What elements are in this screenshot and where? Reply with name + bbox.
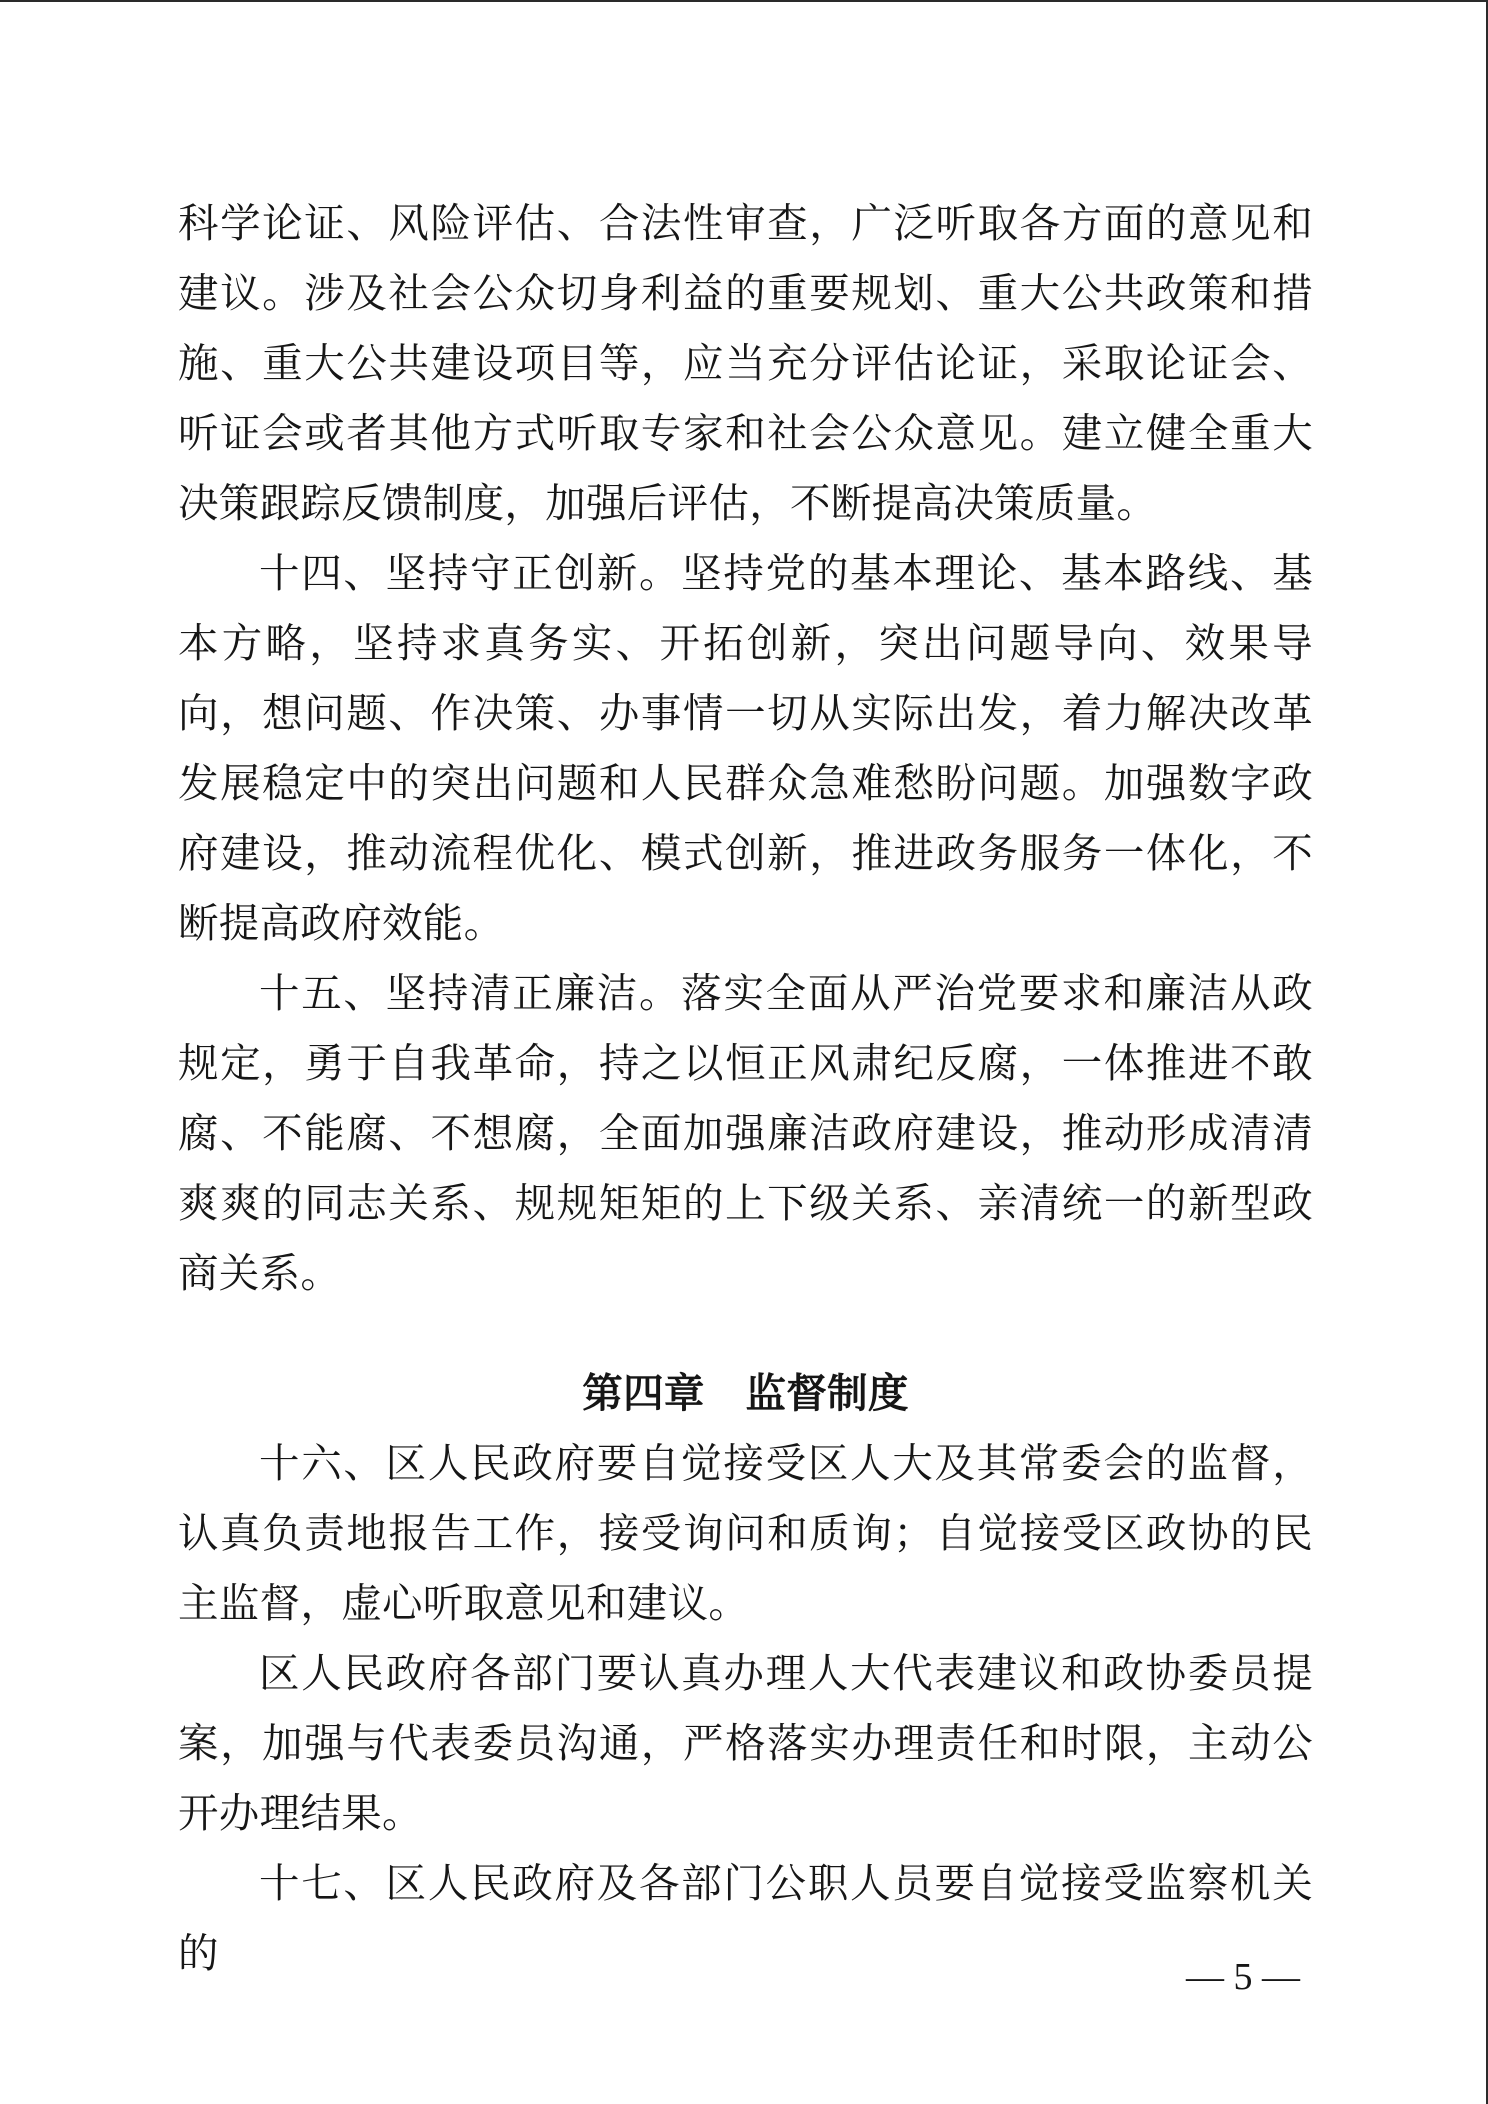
paragraph-decision-quality: 科学论证、风险评估、合法性审查，广泛听取各方面的意见和建议。涉及社会公众切身利益的重要规划、重大公共政策和措施、重大公共建设项目等，应当充分评估论证，采取论证会、听证会或者其他方式听取专家和社会公众意见。建立健全重大决策跟踪反馈制度，加强后评估，不断提高决策质量。 [178, 199, 1313, 527]
paragraph-article-17: 十七、区人民政府及各部门公职人员要自觉接受监察机关的 [178, 1859, 1313, 1977]
document-body [178, 188, 1313, 1988]
chapter-title: 第四章 监督制度 [582, 1369, 909, 1417]
paragraph-article-14: 十四、坚持守正创新。坚持党的基本理论、基本路线、基本方略，坚持求真务实、开拓创新，突出问题导向、效果导向，想问题、作决策、办事情一切从实际出发，着力解决改革发展稳定中的突出问题和人民群众急难愁盼问题。加强数字政府建设，推动流程优化、模式创新，推进政务服务一体化，不断提高政府效能。 [178, 549, 1313, 947]
top-border-line [0, 0, 1488, 2]
page-number: — 5 — [1186, 1956, 1300, 1998]
paragraph-proposals: 区人民政府各部门要认真办理人大代表建议和政协委员提案，加强与代表委员沟通，严格落实办理责任和时限，主动公开办理结果。 [178, 1649, 1313, 1837]
paragraph-article-15: 十五、坚持清正廉洁。落实全面从严治党要求和廉洁从政规定，勇于自我革命，持之以恒正风肃纪反腐，一体推进不敢腐、不能腐、不想腐，全面加强廉洁政府建设，推动形成清清爽爽的同志关系、规规矩矩的上下级关系、亲清统一的新型政商关系。 [178, 969, 1313, 1297]
paragraph-article-16: 十六、区人民政府要自觉接受区人大及其常委会的监督，认真负责地报告工作，接受询问和质询；自觉接受区政协的民主监督，虚心听取意见和建议。 [178, 1439, 1313, 1627]
